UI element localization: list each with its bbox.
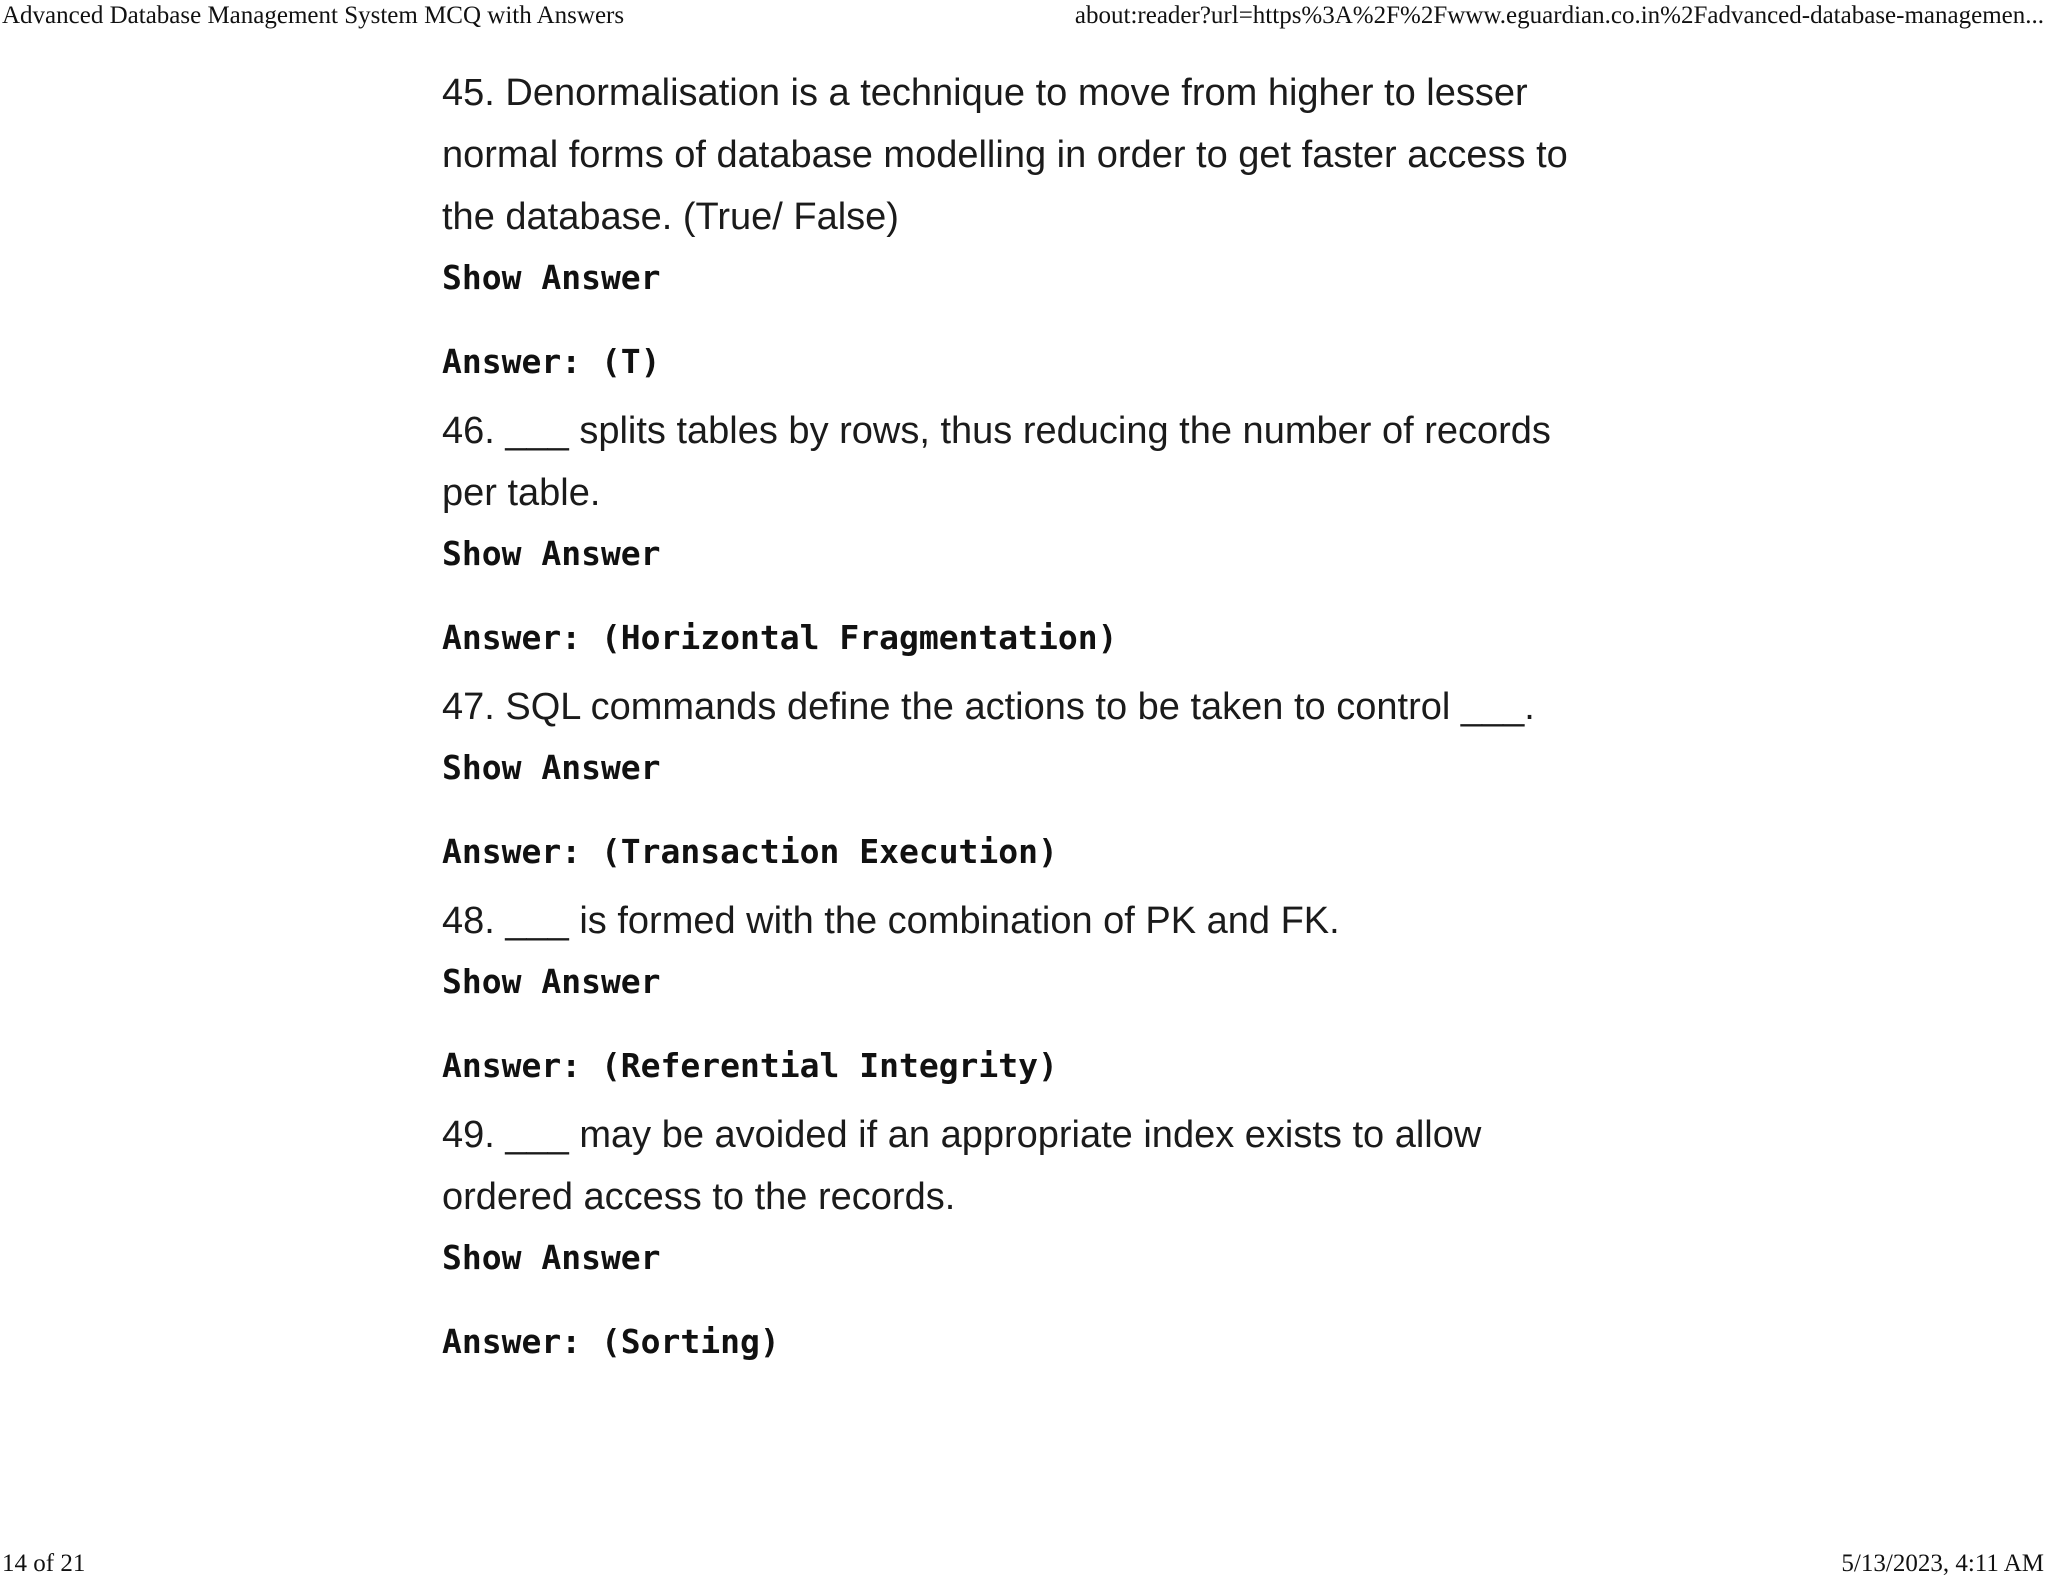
question-text: 48. ___ is formed with the combination of PK and FK.: [442, 900, 1340, 942]
question-block: [442, 62, 1612, 382]
print-header: [0, 0, 2048, 32]
page-number: 14 of 21: [2, 1550, 86, 1577]
answer-text: Answer: (Referential Integrity): [442, 1046, 1058, 1085]
page-url: about:reader?url=https%3A%2F%2Fwww.eguardian.co.in%2Fadvanced-database-managemen...: [1074, 2, 2044, 29]
question-block: [442, 890, 1612, 1086]
document-title: Advanced Database Management System MCQ with Answers: [2, 2, 625, 29]
answer-text: Answer: (Sorting): [442, 1322, 780, 1361]
question-block: [442, 1104, 1612, 1362]
print-datetime: 5/13/2023, 4:11 AM: [1841, 1550, 2044, 1577]
show-answer-button[interactable]: Show Answer: [442, 1238, 661, 1277]
question-block: [442, 676, 1612, 872]
show-answer-button[interactable]: Show Answer: [442, 258, 661, 297]
show-answer-button[interactable]: Show Answer: [442, 534, 661, 573]
show-answer-button[interactable]: Show Answer: [442, 962, 661, 1001]
question-text: 49. ___ may be avoided if an appropriate index exists to allow ordered access to the records.: [442, 1114, 1482, 1218]
question-block: [442, 400, 1612, 658]
print-footer: [0, 1548, 2048, 1580]
article-content: [442, 72, 1612, 1380]
answer-text: Answer: (T): [442, 342, 661, 381]
question-text: 46. ___ splits tables by rows, thus reducing the number of records per table.: [442, 410, 1551, 514]
question-text: 45. Denormalisation is a technique to move from higher to lesser normal forms of database modelling in order to get faster access to the database. (True/ False): [442, 72, 1568, 238]
question-text: 47. SQL commands define the actions to be taken to control ___.: [442, 686, 1535, 728]
answer-text: Answer: (Horizontal Fragmentation): [442, 618, 1118, 657]
show-answer-button[interactable]: Show Answer: [442, 748, 661, 787]
answer-text: Answer: (Transaction Execution): [442, 832, 1058, 871]
